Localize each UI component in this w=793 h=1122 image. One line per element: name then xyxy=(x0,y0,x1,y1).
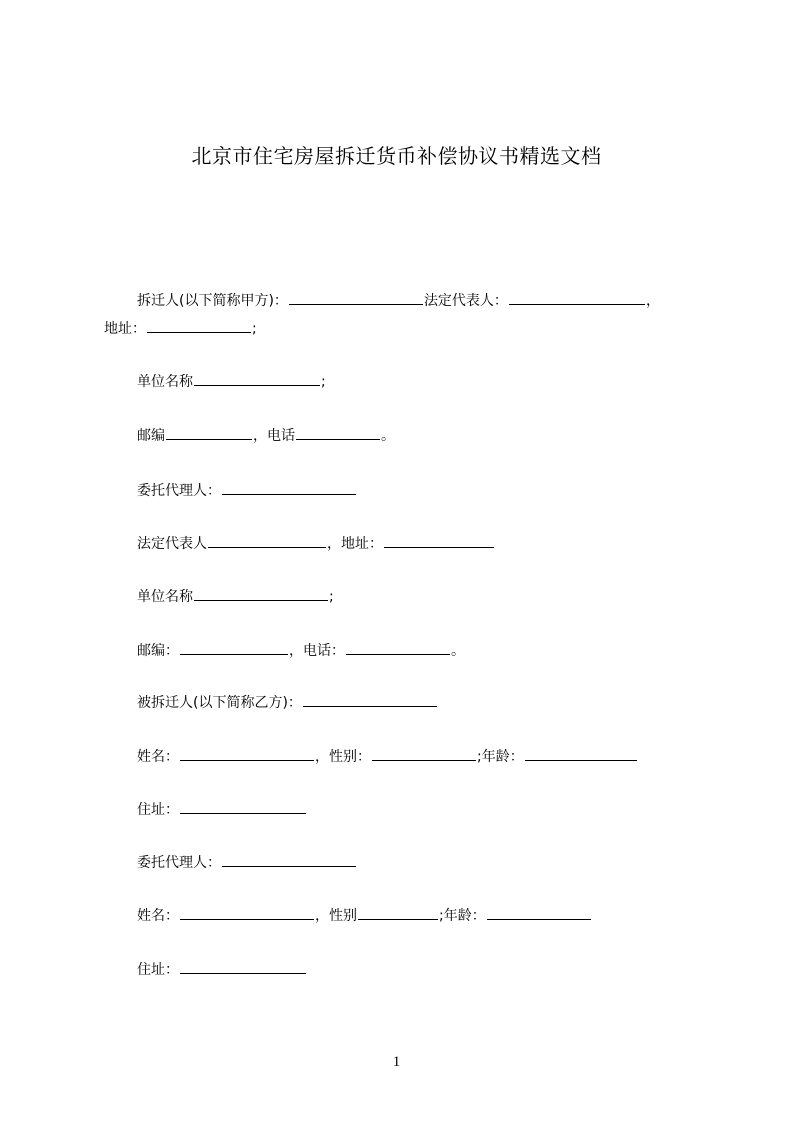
legal-rep-label: 法定代表人： xyxy=(423,293,508,309)
party-b-residence-line xyxy=(137,799,307,820)
party-a-line xyxy=(137,290,660,311)
party-b-agent-label: 委托代理人： xyxy=(137,855,221,871)
agent-phone-end: 。 xyxy=(451,643,465,659)
agent-postcode-line xyxy=(137,640,465,661)
party-b-line xyxy=(137,692,438,713)
agent-phone-label: ，电话： xyxy=(289,643,345,659)
agent-residence-label: 住址： xyxy=(137,962,179,978)
gender-label: ，性别： xyxy=(315,749,371,765)
unit-name-blank[interactable] xyxy=(194,371,320,386)
postcode-line xyxy=(137,425,395,446)
postcode-label: 邮编 xyxy=(137,428,165,444)
agent-gender-label: ，性别 xyxy=(315,908,357,924)
name-blank[interactable] xyxy=(180,746,314,761)
residence-label: 住址： xyxy=(137,802,179,818)
agent-address-label: ，地址： xyxy=(327,536,383,552)
document-title: 北京市住宅房屋拆迁货币补偿协议书精选文档 xyxy=(191,144,602,168)
unit-name-label: 单位名称 xyxy=(137,374,193,390)
agent-unit-label: 单位名称 xyxy=(137,589,193,605)
party-b-agent-name-line xyxy=(137,905,592,926)
party-a-blank[interactable] xyxy=(289,290,423,305)
agent-unit-line xyxy=(137,586,334,607)
agent-age-blank[interactable] xyxy=(487,905,591,920)
party-b-label: 被拆迁人(以下简称乙方)： xyxy=(137,695,302,711)
phone-label: ，电话 xyxy=(253,428,295,444)
agent-rep-label: 法定代表人 xyxy=(137,536,207,552)
unit-name-line xyxy=(137,371,326,392)
semicolon: ; xyxy=(252,321,257,337)
agent-label: 委托代理人： xyxy=(137,483,221,499)
age-label: ;年龄： xyxy=(477,749,524,765)
name-label: 姓名： xyxy=(137,749,179,765)
agent-unit-end: ; xyxy=(329,589,334,605)
page-number: 1 xyxy=(392,1054,401,1070)
party-b-agent-line xyxy=(137,852,357,873)
agent-age-label: ;年龄： xyxy=(439,908,486,924)
residence-blank[interactable] xyxy=(180,799,306,814)
agent-gender-blank[interactable] xyxy=(358,905,438,920)
unit-name-end: ; xyxy=(321,374,326,390)
agent-rep-blank[interactable] xyxy=(208,533,326,548)
party-b-name-line xyxy=(137,746,638,767)
party-a-address-line xyxy=(104,318,257,339)
address-label: 地址： xyxy=(104,321,146,337)
agent-residence-blank[interactable] xyxy=(180,959,306,974)
phone-blank[interactable] xyxy=(296,425,380,440)
age-blank[interactable] xyxy=(525,746,637,761)
agent-address-blank[interactable] xyxy=(384,533,494,548)
phone-end: 。 xyxy=(381,428,395,444)
agent-phone-blank[interactable] xyxy=(346,640,450,655)
comma: ， xyxy=(645,293,660,309)
agent-blank[interactable] xyxy=(222,480,356,495)
address-blank[interactable] xyxy=(147,318,251,333)
party-a-label: 拆迁人(以下简称甲方)： xyxy=(137,293,288,309)
agent-name-label: 姓名： xyxy=(137,908,179,924)
agent-postcode-blank[interactable] xyxy=(180,640,288,655)
agent-name-blank[interactable] xyxy=(180,905,314,920)
party-b-agent-residence-line xyxy=(137,959,307,980)
agent-rep-line xyxy=(137,533,495,554)
party-b-blank[interactable] xyxy=(303,692,437,707)
party-b-agent-blank[interactable] xyxy=(222,852,356,867)
postcode-blank[interactable] xyxy=(166,425,252,440)
agent-unit-blank[interactable] xyxy=(194,586,328,601)
agent-line xyxy=(137,480,357,501)
legal-rep-blank[interactable] xyxy=(509,290,645,305)
gender-blank[interactable] xyxy=(372,746,476,761)
agent-postcode-label: 邮编： xyxy=(137,643,179,659)
